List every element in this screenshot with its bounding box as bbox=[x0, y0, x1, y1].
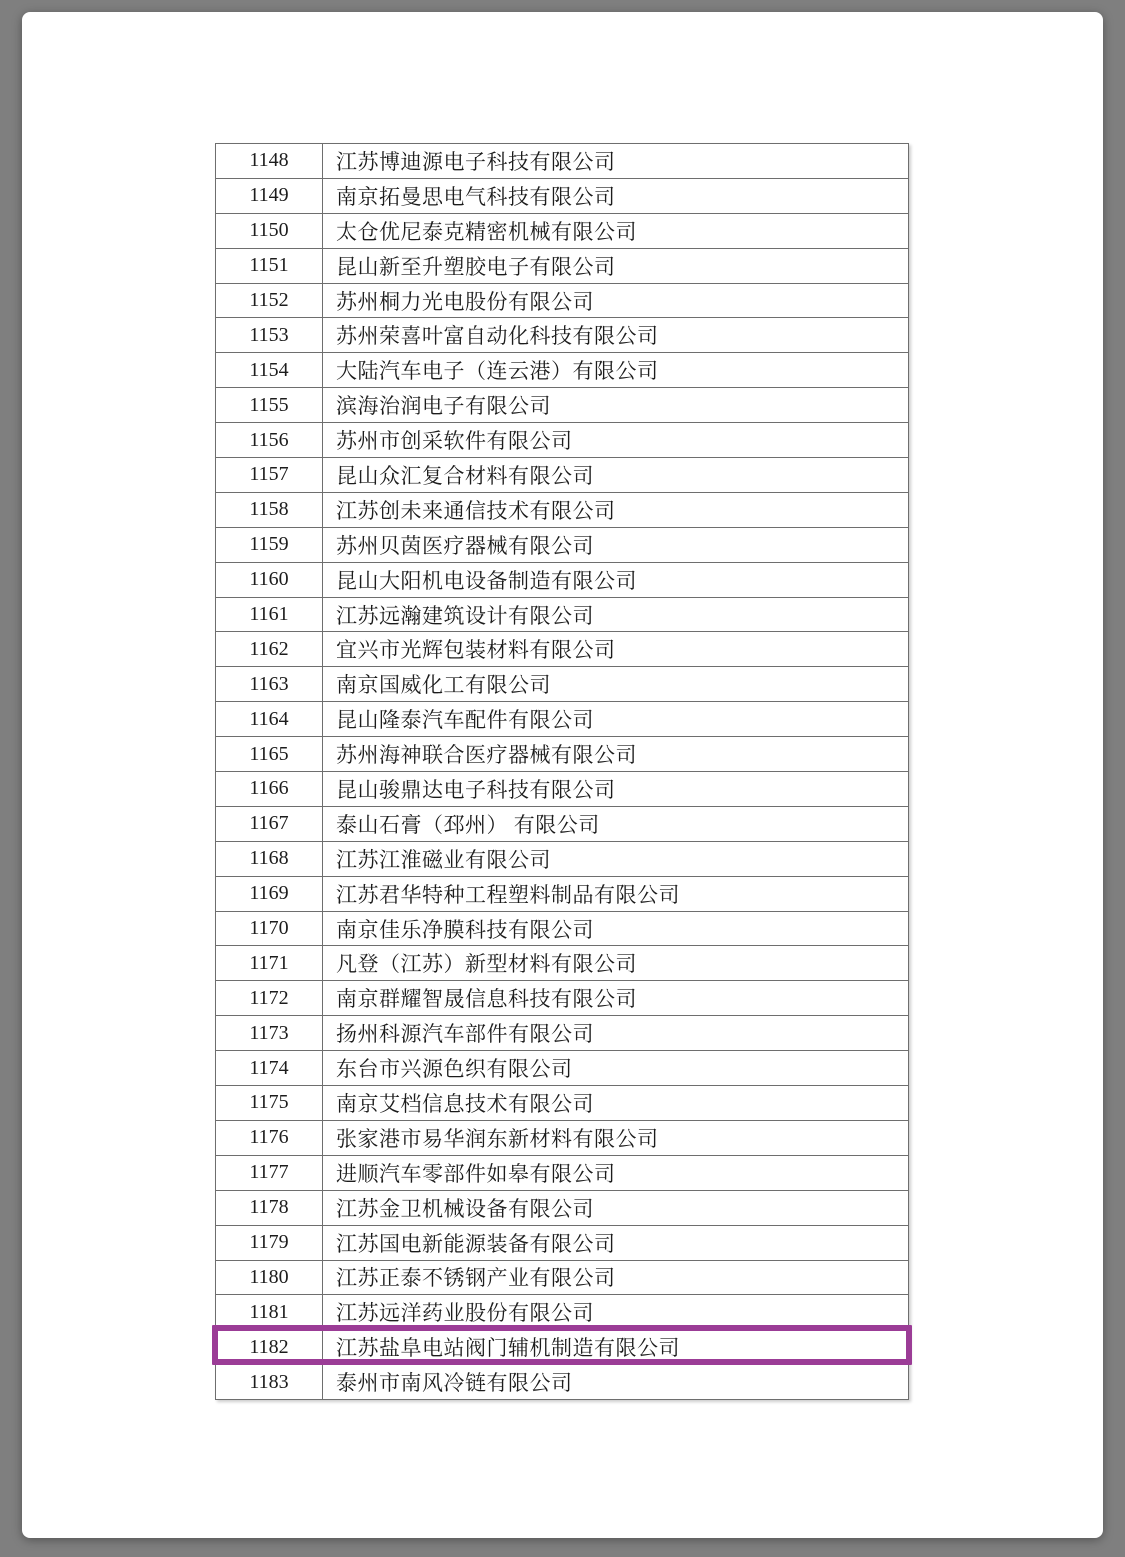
table-row bbox=[215, 387, 908, 422]
table-row bbox=[215, 1085, 908, 1120]
company-name: 昆山隆泰汽车配件有限公司 bbox=[322, 701, 908, 736]
table-row bbox=[215, 1155, 908, 1190]
table-row bbox=[215, 178, 908, 213]
table-row bbox=[215, 283, 908, 318]
row-number: 1166 bbox=[215, 771, 322, 806]
row-number: 1154 bbox=[215, 352, 322, 387]
company-name: 昆山众汇复合材料有限公司 bbox=[322, 457, 908, 492]
company-name: 苏州贝茵医疗器械有限公司 bbox=[322, 527, 908, 562]
table-row bbox=[215, 352, 908, 387]
table-row bbox=[215, 945, 908, 980]
company-name: 江苏盐阜电站阀门辅机制造有限公司 bbox=[322, 1329, 908, 1364]
table-row bbox=[215, 771, 908, 806]
row-number: 1155 bbox=[215, 387, 322, 422]
table-row bbox=[215, 1364, 908, 1399]
row-number: 1160 bbox=[215, 562, 322, 597]
company-name: 昆山新至升塑胶电子有限公司 bbox=[322, 248, 908, 283]
company-name: 昆山骏鼎达电子科技有限公司 bbox=[322, 771, 908, 806]
table-row bbox=[215, 876, 908, 911]
document-page bbox=[22, 12, 1103, 1538]
row-number: 1162 bbox=[215, 631, 322, 666]
table-row bbox=[215, 980, 908, 1015]
row-number: 1171 bbox=[215, 945, 322, 980]
row-number: 1157 bbox=[215, 457, 322, 492]
table-row bbox=[215, 492, 908, 527]
row-number: 1170 bbox=[215, 911, 322, 946]
row-number: 1183 bbox=[215, 1364, 322, 1399]
row-number: 1181 bbox=[215, 1294, 322, 1329]
company-name: 江苏江淮磁业有限公司 bbox=[322, 841, 908, 876]
company-name: 南京艾档信息技术有限公司 bbox=[322, 1085, 908, 1120]
row-number: 1152 bbox=[215, 283, 322, 318]
table-row bbox=[215, 457, 908, 492]
company-name: 南京国威化工有限公司 bbox=[322, 666, 908, 701]
table-row bbox=[215, 736, 908, 771]
row-number: 1165 bbox=[215, 736, 322, 771]
table-row bbox=[215, 248, 908, 283]
row-number: 1175 bbox=[215, 1085, 322, 1120]
row-number: 1153 bbox=[215, 317, 322, 352]
company-name: 南京拓曼思电气科技有限公司 bbox=[322, 178, 908, 213]
table-row bbox=[215, 1260, 908, 1295]
table-row bbox=[215, 143, 908, 178]
company-name: 东台市兴源色织有限公司 bbox=[322, 1050, 908, 1085]
company-name: 江苏君华特种工程塑料制品有限公司 bbox=[322, 876, 908, 911]
table-row bbox=[215, 1329, 908, 1364]
company-name: 南京群耀智晟信息科技有限公司 bbox=[322, 980, 908, 1015]
row-number: 1159 bbox=[215, 527, 322, 562]
company-name: 江苏正泰不锈钢产业有限公司 bbox=[322, 1260, 908, 1295]
company-name: 宜兴市光辉包装材料有限公司 bbox=[322, 631, 908, 666]
row-number: 1148 bbox=[215, 143, 322, 178]
company-name: 滨海治润电子有限公司 bbox=[322, 387, 908, 422]
row-number: 1180 bbox=[215, 1260, 322, 1295]
company-name: 江苏国电新能源装备有限公司 bbox=[322, 1225, 908, 1260]
table-row bbox=[215, 806, 908, 841]
company-table bbox=[215, 143, 909, 1400]
company-name: 江苏远瀚建筑设计有限公司 bbox=[322, 597, 908, 632]
row-number: 1151 bbox=[215, 248, 322, 283]
company-name: 泰州市南风冷链有限公司 bbox=[322, 1364, 908, 1399]
table-row bbox=[215, 422, 908, 457]
row-number: 1182 bbox=[215, 1329, 322, 1364]
row-number: 1164 bbox=[215, 701, 322, 736]
row-number: 1172 bbox=[215, 980, 322, 1015]
row-number: 1158 bbox=[215, 492, 322, 527]
row-number: 1167 bbox=[215, 806, 322, 841]
company-name: 太仓优尼泰克精密机械有限公司 bbox=[322, 213, 908, 248]
table-row bbox=[215, 317, 908, 352]
row-number: 1168 bbox=[215, 841, 322, 876]
row-number: 1174 bbox=[215, 1050, 322, 1085]
company-name: 苏州海神联合医疗器械有限公司 bbox=[322, 736, 908, 771]
table-row bbox=[215, 701, 908, 736]
table-row bbox=[215, 597, 908, 632]
company-name: 江苏金卫机械设备有限公司 bbox=[322, 1190, 908, 1225]
company-name: 江苏创未来通信技术有限公司 bbox=[322, 492, 908, 527]
table-row bbox=[215, 1190, 908, 1225]
company-name: 扬州科源汽车部件有限公司 bbox=[322, 1015, 908, 1050]
table-row bbox=[215, 666, 908, 701]
table-row bbox=[215, 1225, 908, 1260]
table-row bbox=[215, 213, 908, 248]
row-number: 1149 bbox=[215, 178, 322, 213]
table-row bbox=[215, 631, 908, 666]
company-name: 苏州市创采软件有限公司 bbox=[322, 422, 908, 457]
row-number: 1150 bbox=[215, 213, 322, 248]
row-number: 1179 bbox=[215, 1225, 322, 1260]
row-number: 1156 bbox=[215, 422, 322, 457]
row-number: 1161 bbox=[215, 597, 322, 632]
company-name: 江苏博迪源电子科技有限公司 bbox=[322, 143, 908, 178]
table-row bbox=[215, 562, 908, 597]
row-number: 1176 bbox=[215, 1120, 322, 1155]
row-number: 1173 bbox=[215, 1015, 322, 1050]
company-name: 大陆汽车电子（连云港）有限公司 bbox=[322, 352, 908, 387]
table-row bbox=[215, 1015, 908, 1050]
row-number: 1177 bbox=[215, 1155, 322, 1190]
table-row bbox=[215, 527, 908, 562]
row-number: 1163 bbox=[215, 666, 322, 701]
table-body bbox=[215, 143, 908, 1399]
row-number: 1178 bbox=[215, 1190, 322, 1225]
table-row bbox=[215, 1050, 908, 1085]
company-name: 南京佳乐净膜科技有限公司 bbox=[322, 911, 908, 946]
company-name: 凡登（江苏）新型材料有限公司 bbox=[322, 945, 908, 980]
table-row bbox=[215, 1120, 908, 1155]
row-number: 1169 bbox=[215, 876, 322, 911]
company-name: 苏州桐力光电股份有限公司 bbox=[322, 283, 908, 318]
table-row bbox=[215, 1294, 908, 1329]
table-row bbox=[215, 911, 908, 946]
company-name: 江苏远洋药业股份有限公司 bbox=[322, 1294, 908, 1329]
company-name: 苏州荣喜叶富自动化科技有限公司 bbox=[322, 317, 908, 352]
company-name: 昆山大阳机电设备制造有限公司 bbox=[322, 562, 908, 597]
company-name: 进顺汽车零部件如皋有限公司 bbox=[322, 1155, 908, 1190]
company-name: 张家港市易华润东新材料有限公司 bbox=[322, 1120, 908, 1155]
table-row bbox=[215, 841, 908, 876]
company-name: 泰山石膏（邳州） 有限公司 bbox=[322, 806, 908, 841]
